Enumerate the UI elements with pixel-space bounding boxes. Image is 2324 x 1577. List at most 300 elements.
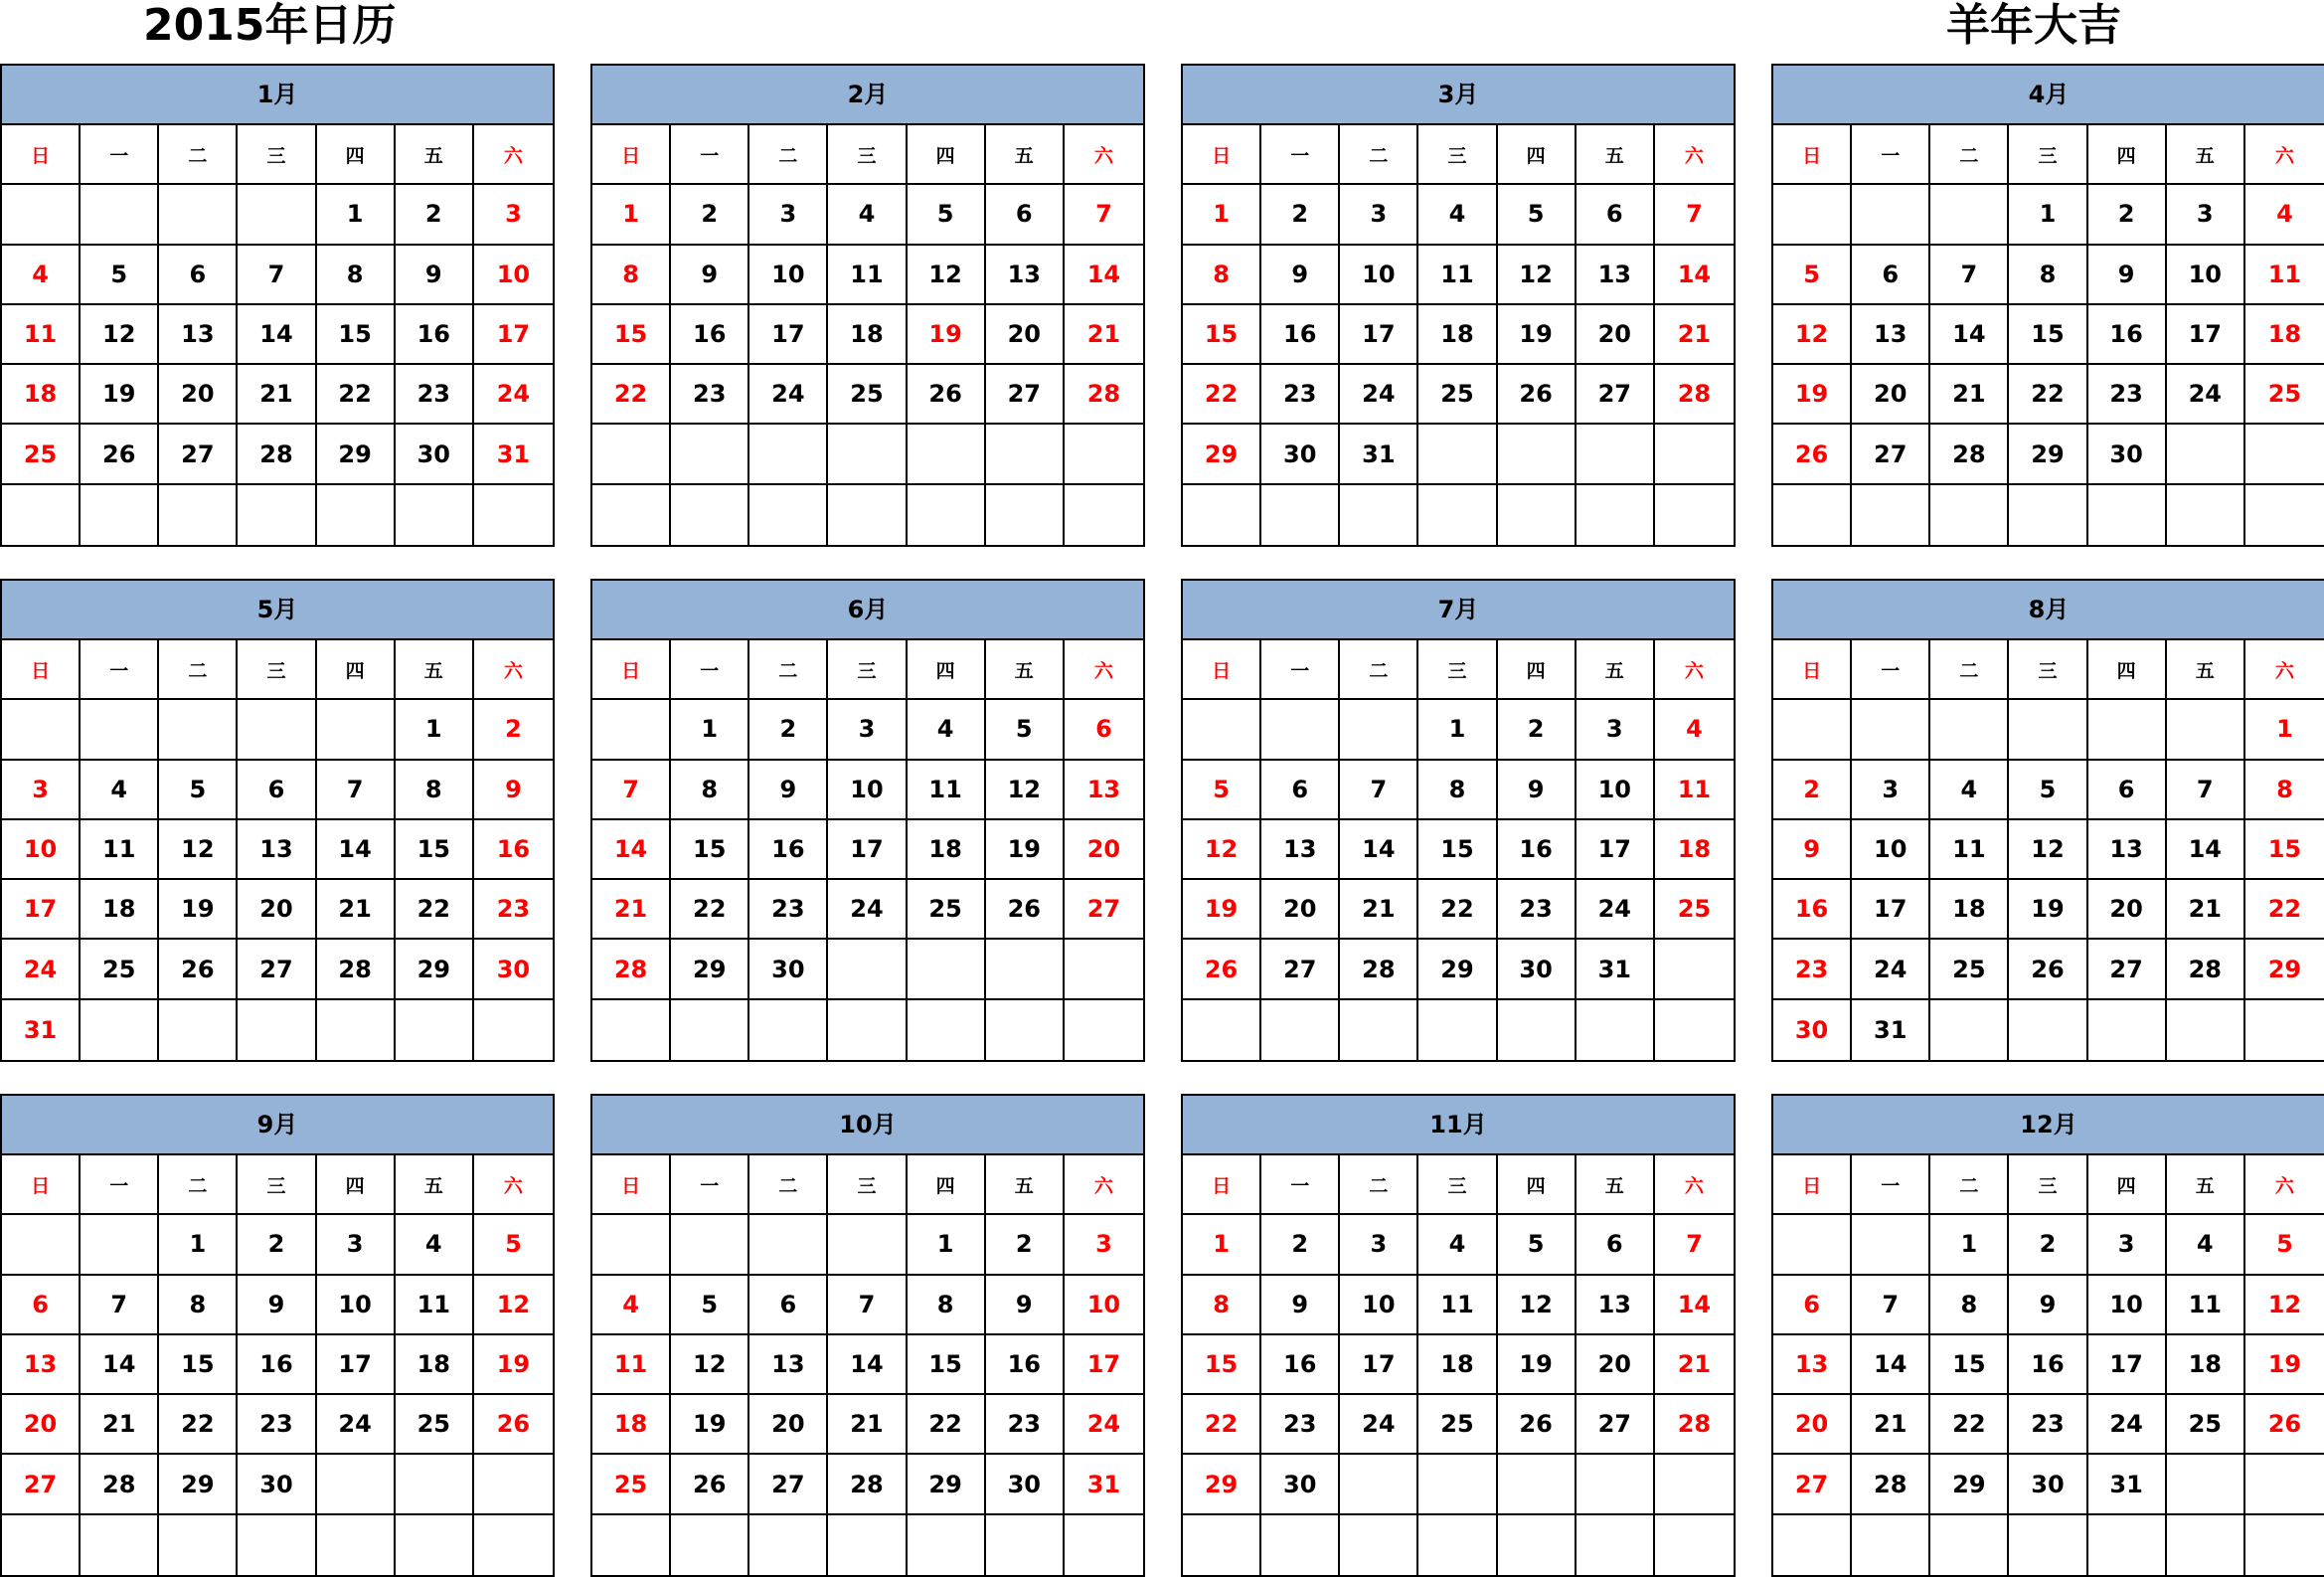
empty-cell: [396, 1000, 474, 1060]
day-cell: 22: [159, 1395, 238, 1455]
day-cell: 29: [1183, 425, 1261, 484]
day-cell: 26: [159, 940, 238, 999]
day-cell: 21: [1065, 305, 1143, 365]
month-calendar: [1771, 579, 2324, 1062]
day-cell: 23: [986, 1395, 1065, 1455]
day-cell: 18: [81, 880, 159, 940]
day-cell: 19: [1498, 1335, 1577, 1395]
day-cell: 12: [986, 761, 1065, 820]
empty-cell: [2088, 1515, 2167, 1575]
day-cell: 26: [1498, 365, 1577, 425]
day-cell: 19: [2009, 880, 2087, 940]
day-cell: 29: [908, 1455, 986, 1514]
empty-cell: [1773, 1215, 1852, 1275]
month-grid: [592, 125, 1143, 545]
day-cell: 12: [1498, 1276, 1577, 1335]
day-cell: 3: [1340, 185, 1418, 245]
day-cell: 31: [2088, 1455, 2167, 1514]
day-cell: 6: [1261, 761, 1340, 820]
day-cell: 16: [1773, 880, 1852, 940]
day-cell: 2: [1261, 1215, 1340, 1275]
empty-cell: [1498, 485, 1577, 545]
month-grid: [2, 125, 553, 545]
day-cell: 13: [986, 246, 1065, 305]
empty-cell: [1773, 185, 1852, 245]
day-cell: 9: [1261, 246, 1340, 305]
day-cell: 11: [81, 820, 159, 880]
empty-cell: [2, 185, 81, 245]
day-cell: 22: [1418, 880, 1497, 940]
day-cell: 27: [1852, 425, 1930, 484]
day-cell: 6: [749, 1276, 828, 1335]
empty-cell: [1261, 1000, 1340, 1060]
day-cell: 24: [1852, 940, 1930, 999]
day-cell: 3: [2167, 185, 2245, 245]
day-cell: 30: [238, 1455, 316, 1514]
day-cell: 10: [1577, 761, 1655, 820]
empty-cell: [671, 485, 749, 545]
empty-cell: [1418, 485, 1497, 545]
weekday-label: 六: [2245, 125, 2324, 185]
weekday-label: 四: [317, 1155, 396, 1215]
day-cell: 21: [1852, 1395, 1930, 1455]
day-cell: 30: [1498, 940, 1577, 999]
empty-cell: [828, 425, 907, 484]
day-cell: 13: [1065, 761, 1143, 820]
empty-cell: [749, 1000, 828, 1060]
empty-cell: [2088, 1000, 2167, 1060]
empty-cell: [828, 940, 907, 999]
empty-cell: [986, 940, 1065, 999]
empty-cell: [1498, 1455, 1577, 1514]
weekday-label: 一: [671, 1155, 749, 1215]
day-cell: 25: [81, 940, 159, 999]
day-cell: 13: [1577, 246, 1655, 305]
day-cell: 9: [749, 761, 828, 820]
day-cell: 11: [1418, 1276, 1497, 1335]
day-cell: 22: [396, 880, 474, 940]
calendar-title: 2015年日历: [143, 0, 397, 51]
day-cell: 9: [2009, 1276, 2087, 1335]
empty-cell: [2, 1515, 81, 1575]
day-cell: 12: [1498, 246, 1577, 305]
empty-cell: [1340, 1000, 1418, 1060]
empty-cell: [592, 700, 671, 760]
empty-cell: [1852, 485, 1930, 545]
day-cell: 12: [2245, 1276, 2324, 1335]
day-cell: 27: [1577, 1395, 1655, 1455]
day-cell: 27: [1577, 365, 1655, 425]
empty-cell: [396, 485, 474, 545]
day-cell: 10: [1340, 246, 1418, 305]
day-cell: 26: [1773, 425, 1852, 484]
day-cell: 10: [1852, 820, 1930, 880]
empty-cell: [474, 1000, 553, 1060]
day-cell: 1: [159, 1215, 238, 1275]
empty-cell: [828, 485, 907, 545]
weekday-label: 二: [749, 125, 828, 185]
weekday-label: 二: [749, 1155, 828, 1215]
day-cell: 15: [2245, 820, 2324, 880]
day-cell: 3: [2, 761, 81, 820]
day-cell: 1: [592, 185, 671, 245]
month-header: 5月: [2, 581, 553, 640]
day-cell: 27: [1773, 1455, 1852, 1514]
empty-cell: [1065, 485, 1143, 545]
day-cell: 26: [1183, 940, 1261, 999]
empty-cell: [1183, 1515, 1261, 1575]
day-cell: 29: [1418, 940, 1497, 999]
day-cell: 30: [474, 940, 553, 999]
empty-cell: [1418, 425, 1497, 484]
weekday-label: 日: [2, 640, 81, 700]
day-cell: 28: [1852, 1455, 1930, 1514]
day-cell: 24: [1340, 1395, 1418, 1455]
day-cell: 30: [1261, 425, 1340, 484]
day-cell: 22: [671, 880, 749, 940]
weekday-label: 二: [1340, 1155, 1418, 1215]
day-cell: 1: [671, 700, 749, 760]
weekday-label: 四: [908, 640, 986, 700]
weekday-label: 一: [1852, 1155, 1930, 1215]
month-grid: [1183, 1155, 1734, 1575]
day-cell: 20: [1261, 880, 1340, 940]
day-cell: 15: [592, 305, 671, 365]
day-cell: 6: [1065, 700, 1143, 760]
day-cell: 16: [1261, 1335, 1340, 1395]
day-cell: 14: [238, 305, 316, 365]
day-cell: 20: [1577, 305, 1655, 365]
day-cell: 27: [2, 1455, 81, 1514]
day-cell: 15: [1930, 1335, 2009, 1395]
day-cell: 29: [671, 940, 749, 999]
weekday-label: 日: [1773, 1155, 1852, 1215]
month-grid: [1183, 640, 1734, 1060]
day-cell: 10: [2167, 246, 2245, 305]
day-cell: 11: [828, 246, 907, 305]
empty-cell: [1340, 700, 1418, 760]
month-header: 7月: [1183, 581, 1734, 640]
day-cell: 3: [1577, 700, 1655, 760]
day-cell: 15: [2009, 305, 2087, 365]
day-cell: 22: [1183, 365, 1261, 425]
empty-cell: [159, 1000, 238, 1060]
weekday-label: 三: [2009, 125, 2087, 185]
day-cell: 5: [1183, 761, 1261, 820]
day-cell: 31: [1065, 1455, 1143, 1514]
day-cell: 14: [2167, 820, 2245, 880]
weekday-label: 六: [1065, 125, 1143, 185]
month-calendar: [0, 579, 555, 1062]
day-cell: 3: [828, 700, 907, 760]
day-cell: 18: [1655, 820, 1734, 880]
day-cell: 9: [986, 1276, 1065, 1335]
month-calendar: [1181, 1094, 1736, 1577]
weekday-label: 二: [1340, 640, 1418, 700]
empty-cell: [1498, 425, 1577, 484]
weekday-label: 六: [1065, 1155, 1143, 1215]
day-cell: 29: [396, 940, 474, 999]
day-cell: 23: [2088, 365, 2167, 425]
month-grid: [1773, 125, 2324, 545]
empty-cell: [1577, 1455, 1655, 1514]
empty-cell: [908, 1000, 986, 1060]
day-cell: 13: [1852, 305, 1930, 365]
day-cell: 1: [1418, 700, 1497, 760]
weekday-label: 六: [1065, 640, 1143, 700]
day-cell: 25: [2245, 365, 2324, 425]
empty-cell: [2, 485, 81, 545]
day-cell: 11: [592, 1335, 671, 1395]
day-cell: 12: [908, 246, 986, 305]
day-cell: 5: [2245, 1215, 2324, 1275]
day-cell: 7: [1340, 761, 1418, 820]
day-cell: 31: [1852, 1000, 1930, 1060]
day-cell: 2: [474, 700, 553, 760]
day-cell: 4: [81, 761, 159, 820]
day-cell: 22: [317, 365, 396, 425]
month-grid: [1183, 125, 1734, 545]
weekday-label: 一: [1852, 125, 1930, 185]
day-cell: 28: [1655, 1395, 1734, 1455]
day-cell: 28: [1065, 365, 1143, 425]
weekday-label: 六: [474, 125, 553, 185]
day-cell: 5: [159, 761, 238, 820]
weekday-label: 六: [2245, 640, 2324, 700]
day-cell: 22: [908, 1395, 986, 1455]
day-cell: 8: [1183, 1276, 1261, 1335]
empty-cell: [2167, 425, 2245, 484]
day-cell: 11: [2, 305, 81, 365]
day-cell: 28: [317, 940, 396, 999]
day-cell: 11: [2245, 246, 2324, 305]
empty-cell: [1852, 700, 1930, 760]
day-cell: 8: [1183, 246, 1261, 305]
empty-cell: [317, 1000, 396, 1060]
day-cell: 8: [1930, 1276, 2009, 1335]
empty-cell: [1930, 1000, 2009, 1060]
weekday-label: 二: [1930, 1155, 2009, 1215]
weekday-label: 六: [1655, 125, 1734, 185]
day-cell: 4: [2245, 185, 2324, 245]
day-cell: 10: [2, 820, 81, 880]
weekday-label: 四: [317, 125, 396, 185]
day-cell: 27: [238, 940, 316, 999]
empty-cell: [238, 485, 316, 545]
day-cell: 30: [396, 425, 474, 484]
day-cell: 17: [828, 820, 907, 880]
day-cell: 10: [828, 761, 907, 820]
empty-cell: [317, 700, 396, 760]
day-cell: 30: [2088, 425, 2167, 484]
day-cell: 16: [474, 820, 553, 880]
empty-cell: [1261, 1515, 1340, 1575]
day-cell: 9: [1261, 1276, 1340, 1335]
day-cell: 1: [317, 185, 396, 245]
weekday-label: 六: [474, 1155, 553, 1215]
empty-cell: [159, 485, 238, 545]
day-cell: 8: [1418, 761, 1497, 820]
day-cell: 17: [2088, 1335, 2167, 1395]
month-header: 10月: [592, 1096, 1143, 1155]
weekday-label: 六: [1655, 640, 1734, 700]
day-cell: 4: [908, 700, 986, 760]
day-cell: 4: [396, 1215, 474, 1275]
empty-cell: [671, 425, 749, 484]
day-cell: 13: [2, 1335, 81, 1395]
weekday-label: 日: [1183, 640, 1261, 700]
month-calendar: [590, 64, 1145, 547]
day-cell: 1: [396, 700, 474, 760]
day-cell: 11: [2167, 1276, 2245, 1335]
day-cell: 7: [81, 1276, 159, 1335]
day-cell: 28: [592, 940, 671, 999]
day-cell: 15: [1183, 305, 1261, 365]
empty-cell: [1065, 1515, 1143, 1575]
empty-cell: [592, 485, 671, 545]
month-grid: [2, 640, 553, 1060]
weekday-label: 三: [828, 640, 907, 700]
empty-cell: [2245, 485, 2324, 545]
day-cell: 28: [2167, 940, 2245, 999]
day-cell: 29: [2245, 940, 2324, 999]
empty-cell: [1340, 1515, 1418, 1575]
day-cell: 21: [238, 365, 316, 425]
empty-cell: [159, 1515, 238, 1575]
empty-cell: [1065, 425, 1143, 484]
month-header: 3月: [1183, 66, 1734, 125]
day-cell: 4: [1418, 185, 1497, 245]
day-cell: 2: [2009, 1215, 2087, 1275]
weekday-label: 三: [828, 1155, 907, 1215]
empty-cell: [1418, 1000, 1497, 1060]
empty-cell: [317, 1455, 396, 1514]
day-cell: 7: [592, 761, 671, 820]
day-cell: 21: [1655, 305, 1734, 365]
weekday-label: 五: [1577, 640, 1655, 700]
day-cell: 28: [828, 1455, 907, 1514]
empty-cell: [1655, 1515, 1734, 1575]
empty-cell: [81, 1515, 159, 1575]
day-cell: 19: [1498, 305, 1577, 365]
empty-cell: [2167, 700, 2245, 760]
weekday-label: 二: [1930, 640, 2009, 700]
weekday-label: 五: [986, 1155, 1065, 1215]
day-cell: 23: [671, 365, 749, 425]
day-cell: 3: [2088, 1215, 2167, 1275]
empty-cell: [1498, 1000, 1577, 1060]
day-cell: 17: [474, 305, 553, 365]
empty-cell: [671, 1515, 749, 1575]
empty-cell: [317, 1515, 396, 1575]
month-calendar: [0, 1094, 555, 1577]
day-cell: 18: [2167, 1335, 2245, 1395]
weekday-label: 日: [1183, 1155, 1261, 1215]
empty-cell: [749, 1515, 828, 1575]
empty-cell: [1498, 1515, 1577, 1575]
day-cell: 26: [2009, 940, 2087, 999]
day-cell: 23: [396, 365, 474, 425]
empty-cell: [1930, 700, 2009, 760]
day-cell: 25: [1418, 1395, 1497, 1455]
day-cell: 12: [159, 820, 238, 880]
day-cell: 18: [2, 365, 81, 425]
day-cell: 3: [749, 185, 828, 245]
weekday-label: 二: [159, 1155, 238, 1215]
day-cell: 26: [671, 1455, 749, 1514]
empty-cell: [1577, 425, 1655, 484]
day-cell: 12: [671, 1335, 749, 1395]
empty-cell: [1418, 1515, 1497, 1575]
day-cell: 22: [1183, 1395, 1261, 1455]
month-calendar: [590, 1094, 1145, 1577]
day-cell: 20: [1577, 1335, 1655, 1395]
day-cell: 7: [1655, 1215, 1734, 1275]
day-cell: 4: [592, 1276, 671, 1335]
empty-cell: [2167, 1515, 2245, 1575]
day-cell: 1: [1183, 1215, 1261, 1275]
empty-cell: [671, 1215, 749, 1275]
day-cell: 23: [1773, 940, 1852, 999]
weekday-label: 三: [2009, 640, 2087, 700]
day-cell: 5: [1773, 246, 1852, 305]
day-cell: 25: [1930, 940, 2009, 999]
day-cell: 12: [2009, 820, 2087, 880]
empty-cell: [592, 1215, 671, 1275]
day-cell: 7: [238, 246, 316, 305]
weekday-label: 五: [396, 1155, 474, 1215]
empty-cell: [1852, 1215, 1930, 1275]
empty-cell: [159, 185, 238, 245]
day-cell: 10: [474, 246, 553, 305]
day-cell: 26: [474, 1395, 553, 1455]
day-cell: 15: [1418, 820, 1497, 880]
weekday-label: 三: [238, 125, 316, 185]
empty-cell: [1852, 1515, 1930, 1575]
month-header: 4月: [1773, 66, 2324, 125]
day-cell: 19: [81, 365, 159, 425]
day-cell: 25: [1655, 880, 1734, 940]
empty-cell: [908, 940, 986, 999]
day-cell: 4: [1930, 761, 2009, 820]
weekday-label: 三: [2009, 1155, 2087, 1215]
empty-cell: [1183, 700, 1261, 760]
day-cell: 23: [474, 880, 553, 940]
weekday-label: 日: [1773, 640, 1852, 700]
day-cell: 31: [2, 1000, 81, 1060]
day-cell: 20: [159, 365, 238, 425]
day-cell: 16: [2009, 1335, 2087, 1395]
day-cell: 29: [1930, 1455, 2009, 1514]
day-cell: 11: [396, 1276, 474, 1335]
weekday-label: 一: [81, 1155, 159, 1215]
day-cell: 22: [592, 365, 671, 425]
empty-cell: [749, 1215, 828, 1275]
weekday-label: 一: [1261, 125, 1340, 185]
day-cell: 2: [986, 1215, 1065, 1275]
day-cell: 19: [1183, 880, 1261, 940]
empty-cell: [2245, 1455, 2324, 1514]
day-cell: 25: [592, 1455, 671, 1514]
empty-cell: [1773, 700, 1852, 760]
day-cell: 25: [908, 880, 986, 940]
empty-cell: [2088, 485, 2167, 545]
empty-cell: [828, 1215, 907, 1275]
day-cell: 21: [1655, 1335, 1734, 1395]
day-cell: 20: [749, 1395, 828, 1455]
day-cell: 11: [1655, 761, 1734, 820]
day-cell: 27: [159, 425, 238, 484]
